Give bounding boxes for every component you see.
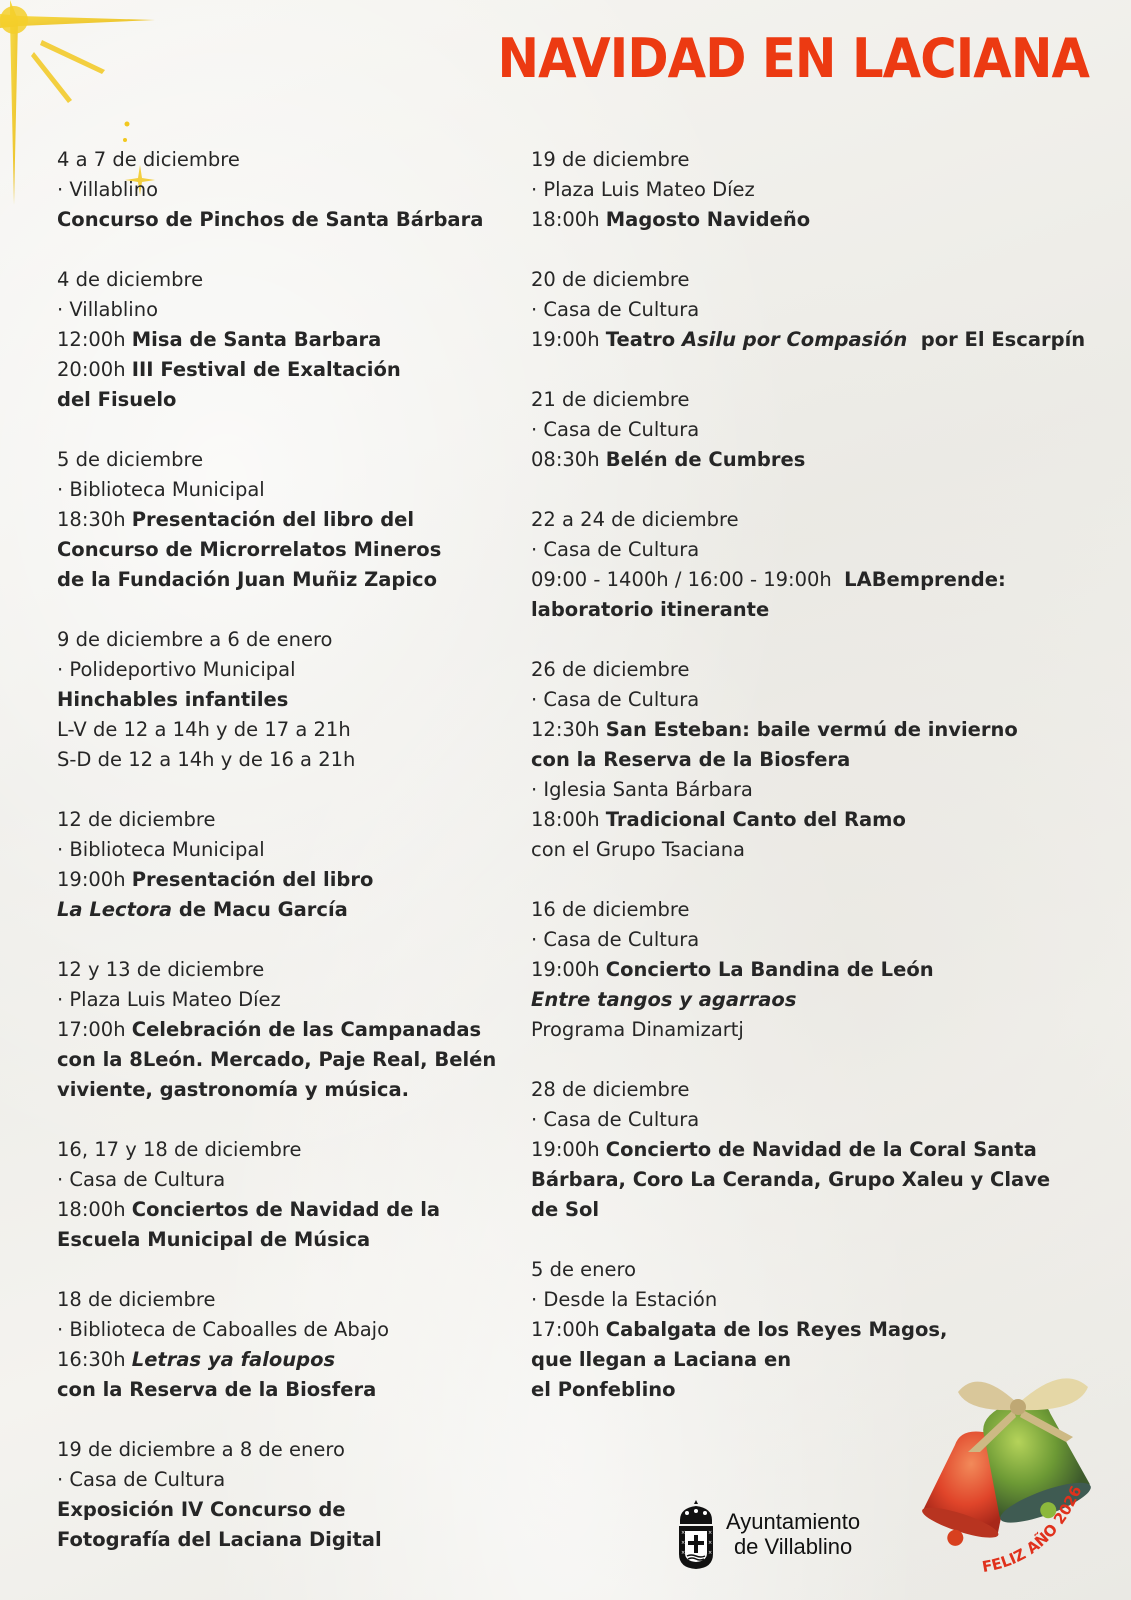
event-info-text: 18:00h — [57, 1198, 132, 1221]
event-info-text: L-V de 12 a 14h y de 17 a 21h — [57, 718, 351, 741]
event-detail-line — [57, 535, 507, 565]
event-detail-line — [531, 955, 1091, 985]
event-info-text: 19:00h — [531, 1138, 606, 1161]
christmas-bells-icon — [898, 1372, 1118, 1582]
event-item — [57, 625, 507, 775]
event-date: 5 de enero — [531, 1258, 637, 1281]
event-detail-line — [57, 715, 507, 745]
event-detail-line — [57, 205, 507, 235]
event-detail-line — [531, 745, 1091, 775]
event-venue: · Villablino — [57, 298, 159, 321]
event-date: 12 y 13 de diciembre — [57, 958, 265, 981]
event-title-text: Magosto Navideño — [605, 208, 811, 231]
event-item — [57, 1285, 507, 1405]
event-date: 18 de diciembre — [57, 1288, 216, 1311]
event-info-text: 17:00h — [531, 1318, 606, 1341]
svg-text:×: × — [681, 1540, 686, 1546]
event-venue: · Biblioteca de Caboalles de Abajo — [57, 1318, 390, 1341]
event-date: 9 de diciembre a 6 de enero — [57, 628, 333, 651]
event-info-text: con el Grupo Tsaciana — [531, 838, 746, 861]
event-venue: · Casa de Cultura — [531, 298, 700, 321]
event-info-text: S-D de 12 a 14h y de 16 a 21h — [57, 748, 356, 771]
event-info-text: Programa Dinamizartj — [531, 1018, 744, 1041]
event-detail-line — [57, 895, 507, 925]
event-info-text: 19:00h — [57, 868, 132, 891]
event-item — [57, 445, 507, 595]
event-detail-line — [531, 1165, 1091, 1195]
event-date: 20 de diciembre — [531, 268, 690, 291]
event-venue: · Casa de Cultura — [531, 538, 700, 561]
event-date: 21 de diciembre — [531, 388, 690, 411]
event-detail-line — [531, 835, 1091, 865]
event-title-text: LABemprende: — [844, 568, 1006, 591]
event-item — [57, 1435, 507, 1555]
event-date: 28 de diciembre — [531, 1078, 690, 1101]
event-detail-line — [57, 505, 507, 535]
event-info-text: 19:00h — [531, 328, 606, 351]
event-title-text: Exposición IV Concurso de — [57, 1498, 346, 1521]
feliz-ano-caption: FELIZ AÑO 2026 — [980, 1483, 1086, 1577]
event-venue: · Casa de Cultura — [57, 1468, 226, 1491]
event-title-text: Cabalgata de los Reyes Magos, — [605, 1318, 948, 1341]
event-detail-line — [531, 205, 1091, 235]
events-right-column — [531, 145, 1091, 1435]
event-item — [531, 895, 1091, 1045]
event-venue: · Biblioteca Municipal — [57, 478, 265, 501]
event-date: 16 de diciembre — [531, 898, 690, 921]
event-venue: · Polideportivo Municipal — [57, 658, 296, 681]
event-title-text: Entre tangos y agarraos — [531, 988, 797, 1011]
event-title-text: Bárbara, Coro La Ceranda, Grupo Xaleu y Clave — [531, 1168, 1051, 1191]
event-title-text: Concurso de Microrrelatos Mineros — [57, 538, 442, 561]
event-venue: · Casa de Cultura — [57, 1168, 226, 1191]
event-detail-line — [57, 1345, 507, 1375]
event-title-text: Belén de Cumbres — [605, 448, 806, 471]
event-venue: · Casa de Cultura — [531, 688, 700, 711]
event-date: 16, 17 y 18 de diciembre — [57, 1138, 302, 1161]
event-date: 22 a 24 de diciembre — [531, 508, 739, 531]
event-info-text: 12:30h — [531, 718, 606, 741]
event-item — [57, 265, 507, 415]
event-detail-line — [531, 715, 1091, 745]
event-detail-line — [531, 1315, 1091, 1345]
event-title-text: de la Fundación Juan Muñiz Zapico — [57, 568, 438, 591]
event-detail-line — [57, 1195, 507, 1225]
event-detail-line — [531, 775, 1091, 805]
event-item — [531, 1075, 1091, 1225]
event-item — [531, 655, 1091, 865]
event-venue: · Biblioteca Municipal — [57, 838, 265, 861]
event-detail-line — [57, 1375, 507, 1405]
event-title-text: Misa de Santa Barbara — [131, 328, 382, 351]
event-title-text: que llegan a Laciana en — [531, 1348, 792, 1371]
event-title-text: Fotografía del Laciana Digital — [57, 1528, 382, 1551]
event-info-text: 19:00h — [531, 958, 606, 981]
event-title-text: Asilu por Compasión — [682, 328, 908, 351]
event-detail-line — [531, 325, 1091, 355]
svg-text:×: × — [708, 1530, 713, 1536]
event-detail-line — [531, 565, 1091, 595]
event-venue: · Casa de Cultura — [531, 418, 700, 441]
event-date: 5 de diciembre — [57, 448, 204, 471]
event-title-text: del Fisuelo — [57, 388, 177, 411]
event-detail-line — [531, 445, 1091, 475]
event-detail-line — [57, 565, 507, 595]
event-title-text: Escuela Municipal de Música — [57, 1228, 371, 1251]
event-detail-line — [531, 1135, 1091, 1165]
logo-line-1: Ayuntamiento — [726, 1509, 861, 1534]
event-date: 19 de diciembre — [531, 148, 690, 171]
event-date: 4 de diciembre — [57, 268, 204, 291]
event-detail-line — [57, 385, 507, 415]
event-info-text: 18:00h — [531, 208, 606, 231]
event-detail-line — [531, 1345, 1091, 1375]
event-title-text: III Festival de Exaltación — [131, 358, 401, 381]
event-detail-line — [57, 685, 507, 715]
event-date: 26 de diciembre — [531, 658, 690, 681]
event-item — [57, 805, 507, 925]
event-info-text: 08:30h — [531, 448, 606, 471]
event-detail-line — [57, 745, 507, 775]
event-venue: · Plaza Luis Mateo Díez — [57, 988, 281, 1011]
event-venue: · Desde la Estación — [531, 1288, 718, 1311]
event-item — [531, 265, 1091, 355]
event-item — [57, 955, 507, 1105]
event-detail-line — [57, 1015, 507, 1045]
event-detail-line — [57, 865, 507, 895]
event-title-text: Presentación del libro — [131, 868, 374, 891]
event-title-text: de Macu García — [172, 898, 348, 921]
event-item — [531, 505, 1091, 625]
event-title-text: Conciertos de Navidad de la — [131, 1198, 441, 1221]
ayuntamiento-logo — [676, 1498, 860, 1570]
event-item — [57, 145, 507, 235]
event-title-text: laboratorio itinerante — [531, 598, 770, 621]
event-date: 12 de diciembre — [57, 808, 216, 831]
svg-text:×: × — [708, 1550, 713, 1556]
event-item — [531, 145, 1091, 235]
event-detail-line — [531, 1195, 1091, 1225]
event-venue: · Villablino — [57, 178, 159, 201]
event-info-text: 12:00h — [57, 328, 132, 351]
event-info-text: 18:30h — [57, 508, 132, 531]
event-item — [531, 385, 1091, 475]
event-title-text: Tradicional Canto del Ramo — [605, 808, 906, 831]
event-date: 4 a 7 de diciembre — [57, 148, 240, 171]
event-title-text: Letras ya faloupos — [131, 1348, 336, 1371]
event-title-text: de Sol — [531, 1198, 600, 1221]
event-detail-line — [531, 595, 1091, 625]
event-title-text: con la Reserva de la Biosfera — [57, 1378, 377, 1401]
event-title-text: San Esteban: baile vermú de invierno — [605, 718, 1018, 741]
svg-text:×: × — [681, 1530, 686, 1536]
event-info-text: 16:30h — [57, 1348, 132, 1371]
event-title-text: Concurso de Pinchos de Santa Bárbara — [57, 208, 484, 231]
logo-line-2: de Villablino — [733, 1534, 853, 1559]
event-title-text: Concierto de Navidad de la Coral Santa — [605, 1138, 1037, 1161]
event-title-text: Hinchables infantiles — [57, 688, 289, 711]
event-title-text: Teatro — [605, 328, 682, 351]
coat-of-arms-icon — [676, 1498, 716, 1570]
event-detail-line — [531, 985, 1091, 1015]
event-detail-line — [57, 1525, 507, 1555]
event-venue: · Casa de Cultura — [531, 928, 700, 951]
event-title-text: Concierto La Bandina de León — [605, 958, 934, 981]
event-title-text: con la 8León. Mercado, Paje Real, Belén — [57, 1048, 497, 1071]
event-venue: · Plaza Luis Mateo Díez — [531, 178, 755, 201]
event-title-text: por El Escarpín — [907, 328, 1086, 351]
event-date: 19 de diciembre a 8 de enero — [57, 1438, 345, 1461]
event-info-text: · Iglesia Santa Bárbara — [531, 778, 753, 801]
event-detail-line — [57, 1225, 507, 1255]
event-detail-line — [57, 325, 507, 355]
event-item — [57, 1135, 507, 1255]
event-detail-line — [531, 1015, 1091, 1045]
event-venue: · Casa de Cultura — [531, 1108, 700, 1131]
event-detail-line — [531, 805, 1091, 835]
event-title-text: Presentación del libro del — [131, 508, 415, 531]
svg-text:×: × — [681, 1550, 686, 1556]
events-left-column — [57, 145, 507, 1585]
event-info-text: 18:00h — [531, 808, 606, 831]
page-title: NAVIDAD EN LACIANA — [497, 27, 1089, 90]
event-info-text: 09:00 - 1400h / 16:00 - 19:00h — [531, 568, 845, 591]
svg-text:×: × — [708, 1540, 713, 1546]
event-info-text: 20:00h — [57, 358, 132, 381]
event-title-text: el Ponfeblino — [531, 1378, 676, 1401]
event-detail-line — [57, 355, 507, 385]
event-title-text: Celebración de las Campanadas — [131, 1018, 482, 1041]
event-detail-line — [57, 1495, 507, 1525]
event-title-text: La Lectora — [57, 898, 173, 921]
event-title-text: viviente, gastronomía y música. — [57, 1078, 410, 1101]
event-title-text: con la Reserva de la Biosfera — [531, 748, 851, 771]
event-detail-line — [57, 1045, 507, 1075]
event-info-text: 17:00h — [57, 1018, 132, 1041]
event-detail-line — [57, 1075, 507, 1105]
